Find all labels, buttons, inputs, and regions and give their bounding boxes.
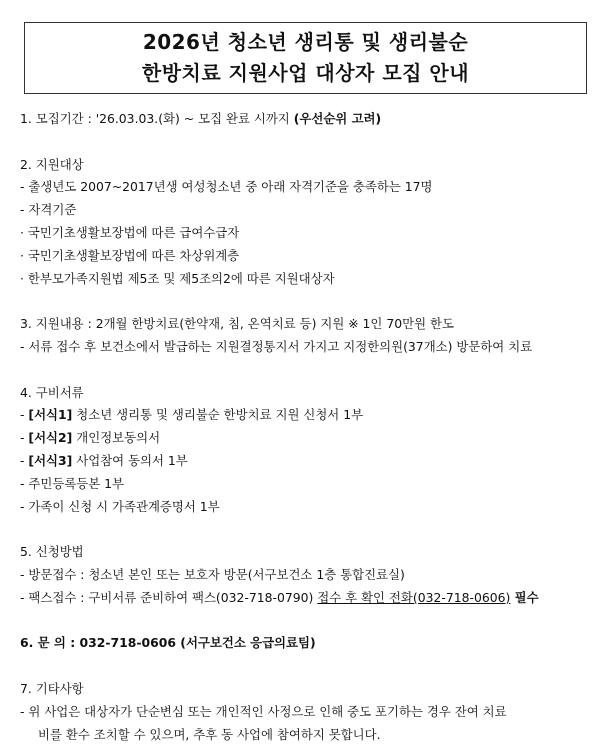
title-box (24, 22, 587, 94)
document-item (20, 450, 590, 473)
form-tag: [서식3] (28, 452, 73, 468)
section-3-support-content: 3. 지원내용 : 2개월 한방치료(한약재, 침, 온역치료 등) 지원 ※ 1인 70만원 한도 (20, 316, 454, 332)
list-dash: - (20, 430, 29, 446)
document-text: 개인정보동의서 (72, 430, 161, 446)
title-line-1: 2026년 청소년 생리통 및 생리불순 (142, 30, 469, 54)
form-tag: [서식1] (28, 407, 73, 423)
priority-note: (우선순위 고려) (293, 111, 382, 126)
document-text: 청소년 생리통 및 생리불순 한방치료 지원 신청서 1부 (72, 407, 364, 423)
fax-required: 필수 (510, 589, 539, 605)
document-item (20, 427, 590, 450)
support-procedure: - 서류 접수 후 보건소에서 발급하는 지원결정통지서 가지고 지정한의원(37개소) 방문하여 치료 (20, 338, 533, 354)
criteria-item: · 한부모가족지원법 제5조 및 제5조의2에 따른 지원대상자 (20, 270, 335, 286)
eligibility-birth-years: - 출생년도 2007~2017년생 여성청소년 중 아래 자격기준을 충족하는 17명 (20, 179, 433, 195)
section-2-heading: 2. 지원대상 (20, 156, 84, 172)
section-1-recruitment-period (20, 108, 590, 131)
criteria-item: · 국민기초생활보장법에 따른 급여수급자 (20, 224, 240, 240)
section-5-heading: 5. 신청방법 (20, 544, 84, 560)
list-dash: - (20, 452, 29, 468)
document-item: - 가족이 신청 시 가족관계증명서 1부 (20, 498, 220, 514)
criteria-heading: - 자격기준 (20, 202, 77, 218)
notice-body (20, 108, 590, 746)
list-dash: - (20, 407, 29, 423)
notes-line-1: - 위 사업은 대상자가 단순변심 또는 개인적인 사정으로 인해 중도 포기하는 경우 잔여 치료 (20, 703, 507, 719)
document-item: - 주민등록등본 1부 (20, 475, 125, 491)
document-text: 사업참여 동의서 1부 (72, 452, 188, 468)
inquiry-contact: 032-718-0606 (서구보건소 응급의료팀) (79, 635, 316, 651)
criteria-item: · 국민기초생활보장법에 따른 차상위계층 (20, 247, 240, 263)
fax-confirm-call: 접수 후 확인 전화(032-718-0606) (317, 589, 511, 605)
section-7-heading: 7. 기타사항 (20, 680, 84, 696)
recruitment-period-text: 1. 모집기간 : '26.03.03.(화) ~ 모집 완료 시까지 (20, 111, 294, 126)
fax-application (20, 587, 590, 610)
fax-text: - 팩스접수 : 구비서류 준비하여 팩스(032-718-0790) (20, 589, 318, 605)
section-6-inquiry (20, 632, 590, 655)
document-item (20, 404, 590, 427)
section-4-heading: 4. 구비서류 (20, 384, 84, 400)
notes-line-2: 비를 환수 조치할 수 있으며, 추후 동 사업에 참여하지 못합니다. (38, 726, 381, 742)
inquiry-label: 6. 문 의 : (20, 635, 80, 651)
form-tag: [서식2] (28, 430, 73, 446)
visit-application: - 방문접수 : 청소년 본인 또는 보호자 방문(서구보건소 1층 통합진료실) (20, 566, 405, 582)
title-line-2: 한방치료 지원사업 대상자 모집 안내 (141, 61, 470, 85)
